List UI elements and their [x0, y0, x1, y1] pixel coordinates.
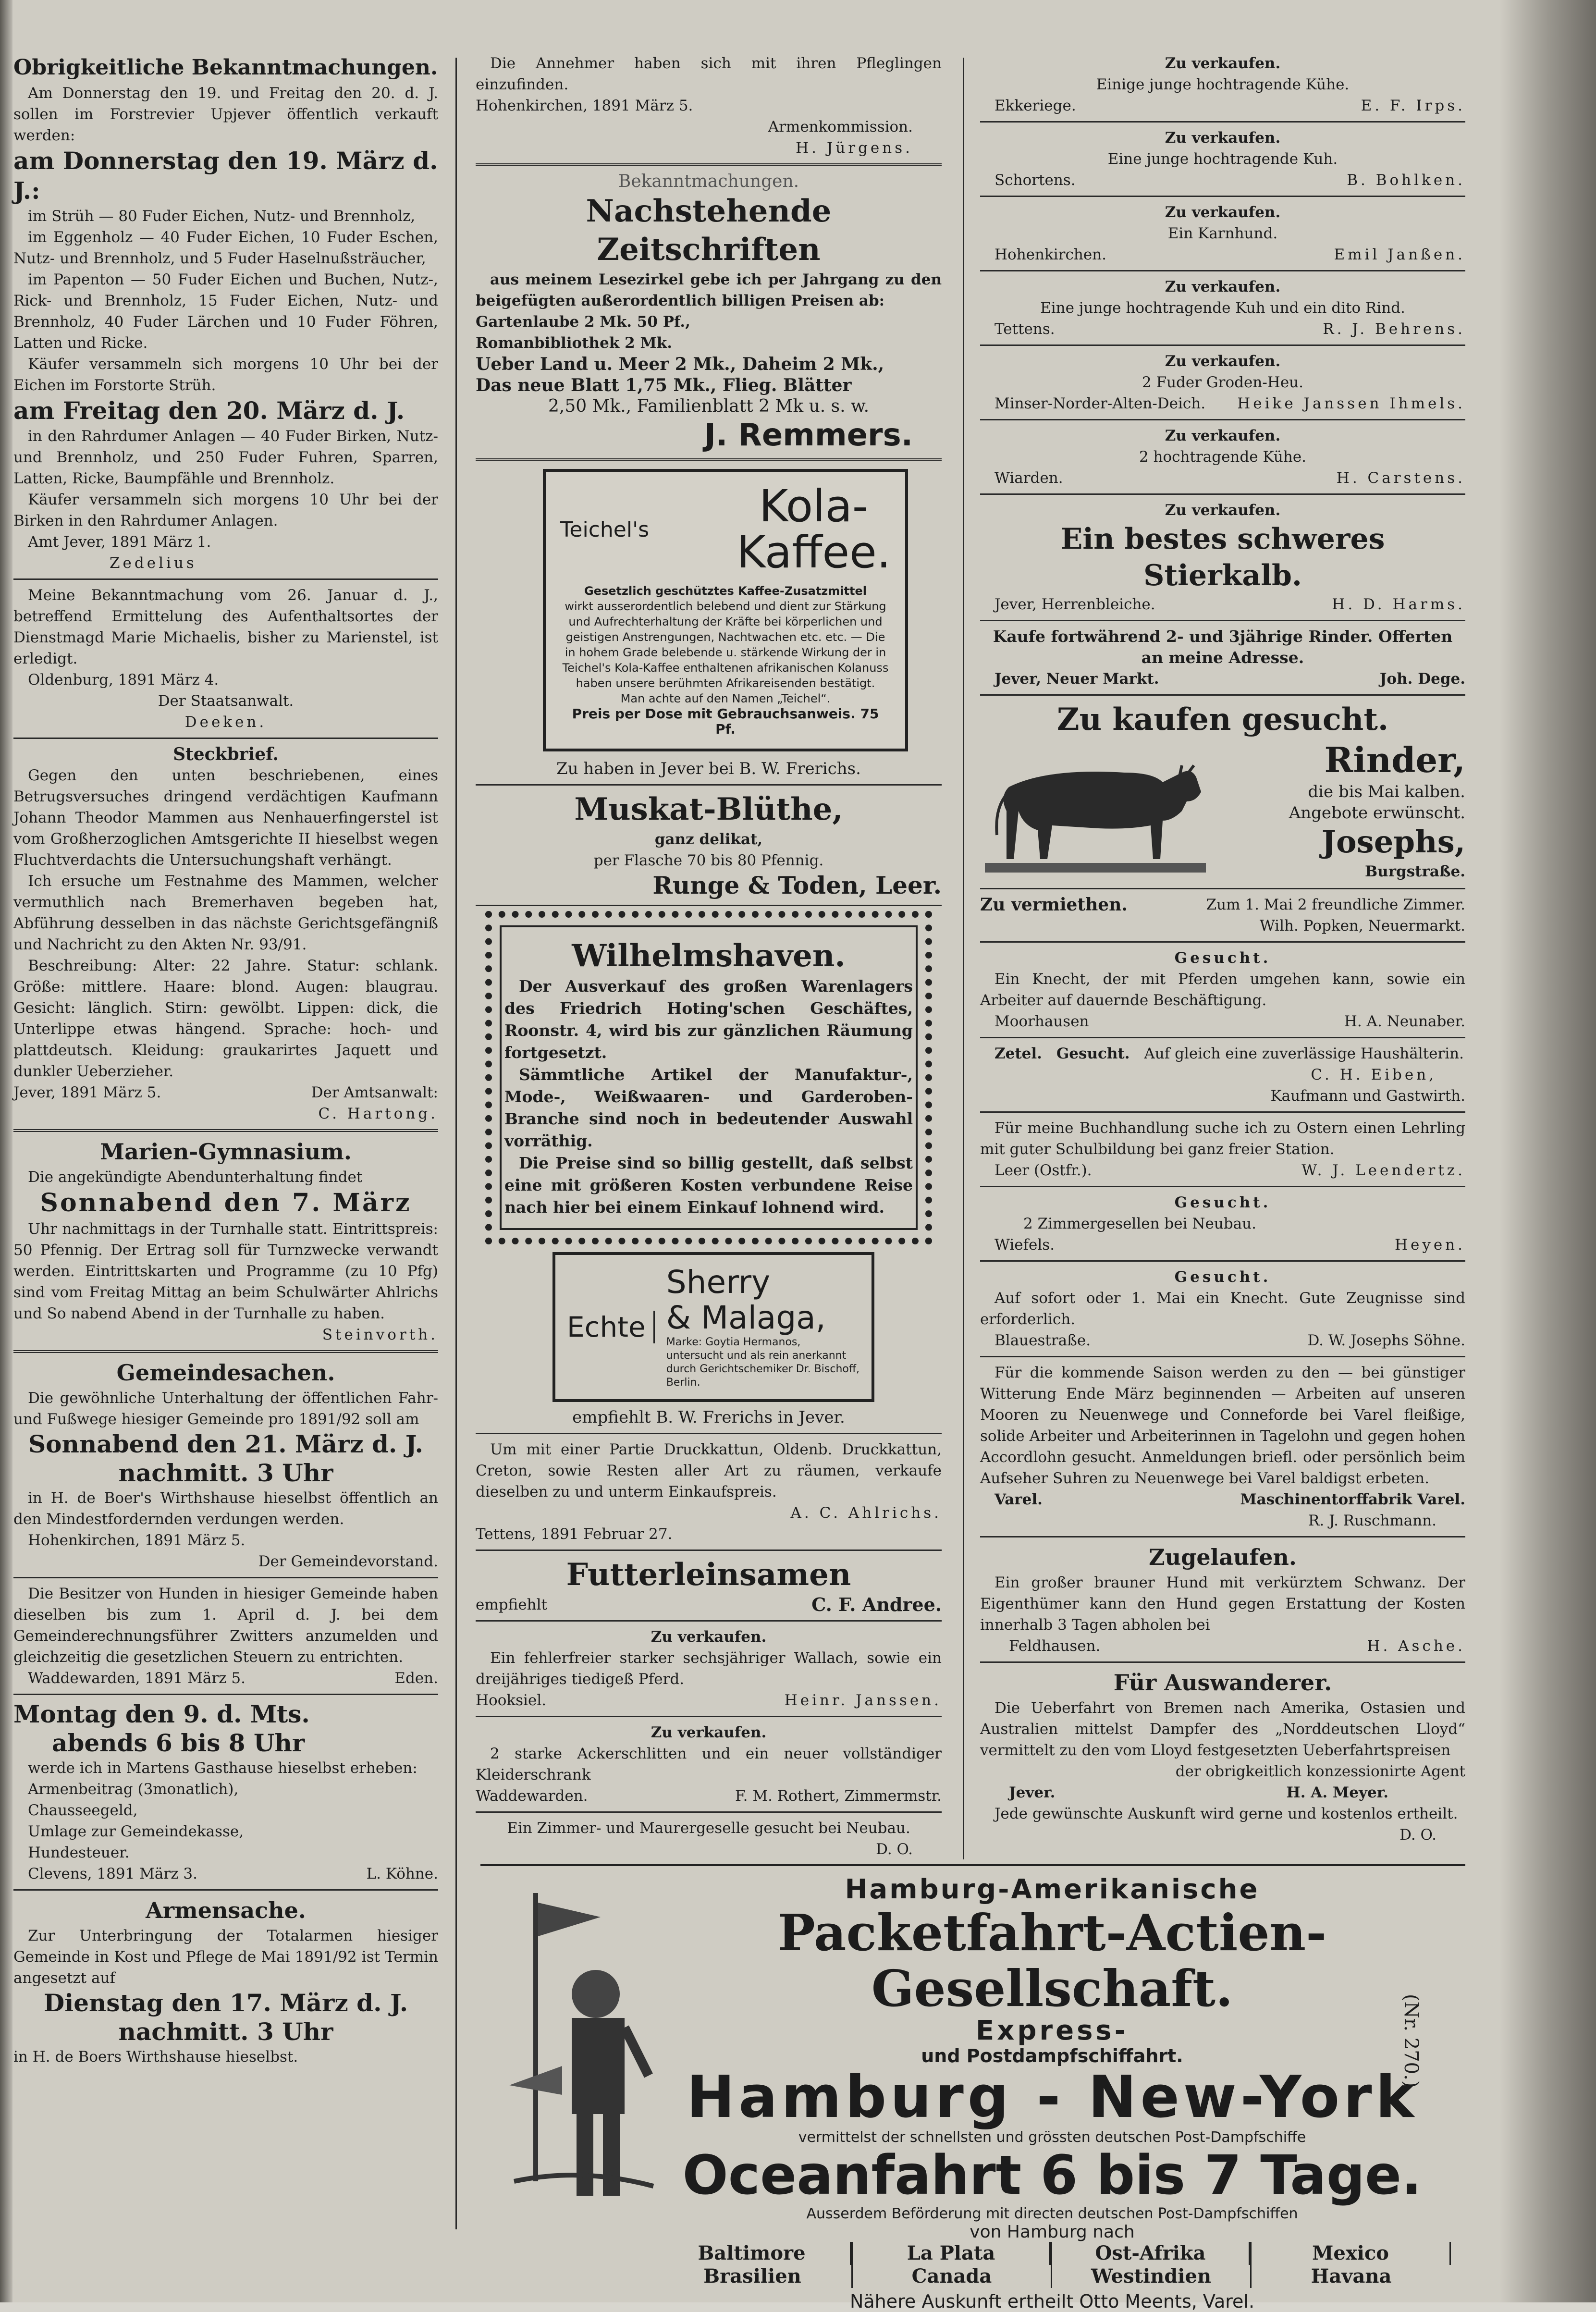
place-date: Waddewarden, 1891 März 5. [28, 1670, 246, 1687]
signature: L. Köhne. [366, 1865, 438, 1882]
date-heading: Sonnabend den 7. März [40, 1188, 412, 1217]
ad-text: 2 starke Ackerschlitten und ein neuer vollständiger Kleiderschrank [476, 1745, 942, 1783]
ad-sub: ganz delikat, [654, 831, 763, 848]
column-right [980, 53, 1465, 1845]
destination: Canada [911, 2265, 992, 2287]
signature: H. Jürgens. [796, 139, 913, 157]
time-heading: nachmitt. 3 Uhr [118, 1459, 333, 1487]
ad-title: Zu verkaufen. [1165, 129, 1281, 147]
ad-title: Zu verkaufen. [1165, 278, 1281, 295]
place-date: Oldenburg, 1891 März 4. [28, 671, 219, 689]
place: Waddewarden. [476, 1787, 588, 1805]
ad-pre: empfiehlt [476, 1596, 547, 1613]
place: Hohenkirchen. [994, 246, 1106, 263]
ad-title: Futterleinsamen [566, 1557, 851, 1593]
ad-text: Die Ueberfahrt von Bremen nach Amerika, Ostasien und Australien mittelst Dampfer des „Norddeutschen Lloyd“ vermittelt zu den vom Lloyd festgesetzten Ueberfahrtspreisen [980, 1699, 1465, 1759]
kola-note: Man achte auf den Namen „Teichel“. [620, 692, 831, 705]
ad-text: Einige junge hochtragende Kühe. [1096, 76, 1350, 93]
ad-title: Muskat-Blüthe, [574, 791, 843, 827]
sherry-title: Sherry [666, 1264, 771, 1301]
signature: R. J. Behrens. [1323, 320, 1465, 338]
section-title: Marien-Gymnasium. [100, 1139, 352, 1165]
ad-price: per Flasche 70 bis 80 Pfennig. [593, 852, 824, 869]
divider [980, 270, 1465, 271]
signature: C. Hartong. [318, 1105, 438, 1122]
place-date: Jever, 1891 März 5. [13, 1084, 161, 1101]
kola-brand: Teichel's [560, 517, 650, 542]
signature-row [980, 95, 1465, 116]
signature: Deeken. [184, 713, 267, 731]
ad-title: Zu verkaufen. [1165, 55, 1281, 72]
ad-title: Zu verkaufen. [1165, 204, 1281, 221]
signature: Joh. Dege. [1379, 670, 1465, 688]
signature-row [980, 1011, 1465, 1032]
column-rule [455, 58, 457, 2229]
destination-cell [853, 2242, 1052, 2288]
ad-text: Ein Karnhund. [1167, 225, 1278, 242]
hapag-line: Ausserdem Beförderung mit directen deutschen Post-Dampfschiffen [806, 2205, 1298, 2222]
signature: H. A. Neunaber. [1344, 1013, 1465, 1030]
divider [980, 888, 1465, 889]
place: Moorhausen [994, 1013, 1089, 1030]
place-date: Hohenkirchen, 1891 März 5. [476, 97, 693, 114]
time-heading: abends 6 bis 8 Uhr [52, 1729, 305, 1757]
signature-row [476, 1594, 942, 1615]
date-heading: am Freitag den 20. März d. J. [13, 396, 405, 425]
divider [476, 784, 942, 786]
divider [980, 196, 1465, 197]
sale-item [980, 276, 1465, 346]
ad-text: Eine junge hochtragende Kuh. [1107, 150, 1338, 168]
hapag-line: Oceanfahrt 6 bis 7 Tage. [682, 2144, 1422, 2207]
signature: Heyen. [1394, 1236, 1465, 1254]
destination-cell [1252, 2242, 1451, 2288]
notice-text: Die gewöhnliche Unterhaltung der öffentlichen Fahr- und Fußwege hiesiger Gemeinde pro 1891/92 soll am [13, 1390, 438, 1428]
divider [476, 905, 942, 906]
signature: Emil Janßen. [1334, 246, 1465, 263]
ad-text: Für die kommende Saison werden zu den — bei günstiger Witterung Ende März beginnenden — Arbeiten auf unseren Mooren zu Neuenwege und Conneforde bei Varel fleißige, solide Arbeiter und Arbeiterinnen in Tagelohn und gegen hohen Accordlohn gesucht. Anmeldungen briefl. oder persönlich beim Aufseher Suhren zu Neuenwege bei Varel baldigst erbeten. [980, 1364, 1465, 1487]
signature-row [980, 170, 1465, 191]
signature-row [980, 244, 1465, 265]
hapag-line: Express- [976, 2015, 1129, 2046]
ad-text: 2 Fuder Groden-Heu. [1142, 374, 1303, 391]
signature-row [980, 1489, 1465, 1510]
place: Jever, Herrenbleiche. [994, 596, 1155, 613]
list-item: im Eggenholz — 40 Fuder Eichen, 10 Fuder Eschen, Nutz- und Brennholz, und 5 Fuder Haselnußsträucher, [13, 229, 438, 267]
signature-row [13, 1863, 438, 1884]
hapag-line: Packetfahrt-Actien-Gesellschaft. [777, 1903, 1327, 2018]
notice-text: werde ich in Martens Gasthause hieselbst erheben: [28, 1759, 417, 1777]
place-date: Clevens, 1891 März 3. [28, 1865, 197, 1882]
hapag-line: Hamburg - New-York [686, 2064, 1418, 2131]
ad-big: Ein bestes schweres Stierkalb. [1060, 522, 1385, 592]
kola-text: wirkt ausserordentlich belebend und dient zur Stärkung und Aufrechterhaltung der Kräfte bei körperlichen und geistigen Anstrengungen, Nachtwachen etc. etc. — Die in hohem Grade belebende u. stärkende Wirkung der in Teichel's Kola-Kaffee enthaltenen afrikanischen Kolanuss haben unsere berühmten Afrikareisenden bestätigt. [562, 600, 889, 690]
notice-text: Käufer versammeln sich morgens 10 Uhr bei der Birken in den Rahrdumer Anlagen. [13, 491, 438, 529]
signature-row [980, 1160, 1465, 1181]
signature: Maschinentorffabrik Varel. [1240, 1491, 1465, 1508]
hapag-line: vermittelst der schnellsten und grössten deutschen Post-Dampfschiffe [798, 2129, 1306, 2146]
signature: F. M. Rothert, Zimmermstr. [735, 1787, 942, 1805]
issue-number: (Nr. 270.) [1400, 1994, 1422, 2088]
kola-ad [543, 469, 908, 751]
divider [980, 620, 1465, 621]
hapag-ad [480, 1864, 1465, 2312]
column-rule [963, 58, 964, 1859]
place: Minser-Norder-Alten-Deich. [994, 395, 1206, 412]
destination: Brasilien [703, 2265, 801, 2287]
time-heading: nachmitt. 3 Uhr [118, 2017, 333, 2046]
signature-row [980, 467, 1465, 489]
place-date: Hohenkirchen, 1891 März 5. [28, 1532, 246, 1549]
divider [13, 1577, 438, 1578]
divider [476, 1716, 942, 1717]
binding-shadow [1500, 0, 1596, 2302]
ad-text: Ein Knecht, der mit Pferden umgehen kann, sowie ein Arbeiter auf dauernde Beschäftigung. [980, 971, 1465, 1009]
ad-title: Wilhelmshaven. [572, 938, 846, 974]
destination: Havana [1311, 2265, 1392, 2287]
destination-cell [653, 2242, 853, 2288]
rinder-ad [980, 739, 1465, 883]
signature-row [980, 594, 1465, 615]
destination: Ost-Afrika [1052, 2242, 1250, 2265]
office: Der Staatsanwalt. [158, 692, 294, 710]
list-item: Umlage zur Gemeindekasse, [28, 1823, 244, 1840]
divider [980, 419, 1465, 420]
notice-text: Uhr nachmittags in der Turnhalle statt. Eintrittspreis: 50 Pfennig. Der Ertrag soll für Turnzwecke verwandt werden. Eintrittskarten und Programme (zu 10 Pfg) sind vom Freitag Mittag an beim Schulwärter Ahlrichs und So nabend Abend in der Turnhalle zu haben. [13, 1220, 438, 1322]
signature: H. Asche. [1367, 1637, 1465, 1655]
divider [980, 344, 1465, 346]
hapag-line: Hamburg-Amerikanische [845, 1874, 1260, 1905]
signature: D. O. [1400, 1826, 1436, 1844]
signature-row [980, 319, 1465, 340]
destination-cell [1052, 2242, 1252, 2288]
ad-title: Für Auswanderer. [1113, 1670, 1332, 1696]
notice-text: Zur Unterbringung der Totalarmen hiesiger Gemeinde in Kost und Pflege de Mai 1891/92 ist Termin angesetzt auf [13, 1927, 438, 1987]
signature-row [980, 393, 1465, 414]
divider [980, 1111, 1465, 1113]
ad-signature: Josephs, [1321, 824, 1465, 860]
divider [13, 1694, 438, 1695]
place: Wiarden. [994, 469, 1063, 487]
divider [476, 163, 942, 166]
date-heading: Dienstag den 17. März d. J. [43, 1989, 408, 2017]
divider [476, 1433, 942, 1434]
signature: B. Bohlken. [1347, 172, 1465, 189]
hapag-line: Nähere Auskunft ertheilt Otto Meents, Varel. [849, 2291, 1255, 2312]
signature: Heinr. Janssen. [784, 1692, 942, 1709]
ad-title: Gesucht. [1174, 1194, 1271, 1211]
date-heading: Sonnabend den 21. März d. J. [28, 1430, 423, 1458]
signature-row [13, 1082, 438, 1103]
section-title: Obrigkeitliche Bekanntmachungen. [13, 55, 438, 80]
divider [980, 1356, 1465, 1357]
signature: Steinvorth. [322, 1326, 438, 1343]
zetel-row [980, 1043, 1465, 1064]
ad-title: Zu verkaufen. [1165, 353, 1281, 370]
ad-title: Zu verkaufen. [1165, 502, 1281, 519]
signature-row [980, 1636, 1465, 1657]
ad-text: die bis Mai kalben. [1308, 782, 1465, 801]
ad-text: Zum 1. Mai 2 freundliche Zimmer. [1206, 896, 1465, 913]
ad-text: Auf gleich eine zuverlässige Haushälterin. [1144, 1045, 1464, 1062]
ad-line: Ueber Land u. Meer 2 Mk., Daheim 2 Mk., [476, 354, 884, 374]
ad-text: Angebote erwünscht. [1289, 803, 1465, 823]
ad-text: 2 Zimmergesellen bei Neubau. [1023, 1215, 1256, 1232]
destination: Westindien [1091, 2265, 1212, 2287]
place: Feldhausen. [1009, 1637, 1101, 1655]
hapag-line: von Hamburg nach [970, 2222, 1135, 2242]
divider [13, 1350, 438, 1353]
destination: Mexico [1252, 2242, 1451, 2265]
ad-title: Gesucht. [1056, 1045, 1130, 1062]
sherry-ad [552, 1252, 874, 1402]
divider [13, 1129, 438, 1132]
signature: Der Gemeindevorstand. [258, 1553, 438, 1570]
signature: C. H. Eiben, [1311, 1066, 1436, 1083]
list-item: Hundesteuer. [28, 1844, 130, 1861]
signature: D. W. Josephs Söhne. [1307, 1332, 1465, 1349]
kola-title: Kaffee. [737, 527, 891, 578]
signature: H. D. Harms. [1332, 596, 1465, 613]
ad-big: Rinder, [1324, 739, 1465, 780]
divider [980, 493, 1465, 495]
ad-text: Die Preise sind so billig gestellt, daß selbst eine mit größeren Kosten verbundene Reise nach hier bei einem Einkauf lohnend wird. [504, 1154, 913, 1217]
list-item: im Strüh — 80 Fuder Eichen, Nutz- und Brennholz, [28, 208, 416, 225]
date-heading: am Donnerstag den 19. März d. J.: [13, 147, 438, 205]
signature: W. J. Leendertz. [1301, 1162, 1465, 1179]
wilhelmshaven-ad [485, 911, 932, 1244]
ad-text: Ein fehlerfreier starker sechsjähriger Wallach, sowie ein dreijähriges tiedigeß Pferd. [476, 1649, 942, 1688]
sale-list [980, 53, 1465, 495]
hapag-text [653, 1864, 1451, 2312]
date-heading: Montag den 9. d. Mts. [13, 1700, 310, 1728]
ad-text: Kaufe fortwährend 2- und 3jährige Rinder. Offerten an meine Adresse. [993, 627, 1453, 667]
signature-row [476, 1690, 942, 1711]
notice-text: Meine Bekanntmachung vom 26. Januar d. J., betreffend Ermittelung des Aufenthaltsortes der Dienstmagd Marie Michaelis, bisher zu Marienstel, ist erledigt. [13, 587, 438, 667]
list-item: Chausseegeld, [28, 1802, 138, 1819]
divider [13, 578, 438, 580]
list-item: in den Rahrdumer Anlagen — 40 Fuder Birken, Nutz- und Brennholz, und 250 Fuder Fuhren, Sparren, Latten, Ricke, Baumpfähle und Brennholz. [13, 428, 438, 487]
destination-grid [653, 2242, 1451, 2288]
divider [980, 694, 1465, 696]
ad-text: Sämmtliche Artikel der Manufaktur-, Mode-, Weißwaaren- und Garderoben-Branche sind noch in bedeutender Auswahl vorräthig. [504, 1065, 913, 1150]
notice-text: Ich ersuche um Festnahme des Mammen, welcher vermuthlich nach Bremerhaven begeben hat, Abführung desselben in das nächste Gerichtsgefängniß und Nachricht zu den Akten Nr. 93/91. [13, 873, 438, 953]
signature: Wilh. Popken, Neuermarkt. [1259, 917, 1465, 935]
signature-row [980, 1782, 1465, 1803]
ad-title: Zu vermiethen. [980, 895, 1128, 915]
ad-title: Zu verkaufen. [1165, 427, 1281, 444]
place: Leer (Ostfr.). [994, 1162, 1092, 1179]
ad-text: Ein großer brauner Hund mit verkürztem Schwanz. Der Eigenthümer kann den Hund gegen Erstattung der Kosten innerhalb 3 Tagen abholen bei [980, 1574, 1465, 1634]
kola-price: Preis per Dose mit Gebrauchsanweis. 75 Pf. [572, 706, 879, 737]
sale-item [980, 202, 1465, 271]
vermieth-row [980, 894, 1465, 915]
divider [13, 738, 438, 739]
divider [980, 1661, 1465, 1663]
column-middle [476, 53, 942, 1860]
notice-text: Die Besitzer von Hunden in hiesiger Gemeinde haben dieselben bis zum 1. April d. J. bei dem Gemeinderechnungsführer Zwitters anzumelden und gleichzeitig die gesetzlichen Steuern zu entrichten. [13, 1585, 438, 1666]
signature: Zedelius [110, 554, 197, 572]
dealer: empfiehlt B. W. Frerichs in Jever. [572, 1408, 845, 1427]
cow-illustration [980, 739, 1211, 883]
divider [476, 1811, 942, 1813]
ad-text: der obrigkeitlich konzessionirte Agent [1175, 1763, 1465, 1780]
section-title: Steckbrief. [173, 744, 279, 764]
page-edge [0, 0, 12, 2302]
column-left [13, 53, 438, 2067]
notice-text: in H. de Boers Wirthshause hieselbst. [13, 2048, 298, 2066]
divider [476, 1550, 942, 1551]
divider [980, 1260, 1465, 1262]
ad-title: Zu verkaufen. [651, 1724, 767, 1741]
sherry-echte: Echte [567, 1311, 655, 1343]
ad-title: Gesucht. [1174, 1268, 1271, 1286]
divider [980, 1536, 1465, 1537]
signature: Eden. [394, 1670, 438, 1687]
ad-signature: J. Remmers. [704, 418, 913, 453]
sale-item [980, 351, 1465, 420]
signature: R. J. Ruschmann. [1308, 1512, 1436, 1529]
ad-text: aus meinem Lesezirkel gebe ich per Jahrgang zu den beigefügten außerordentlich billigen Preisen ab: [476, 271, 942, 309]
signature: Kaufmann und Gastwirth. [1270, 1087, 1465, 1105]
place: Tettens. [994, 320, 1055, 338]
list-item: Armenbeitrag (3monatlich), [28, 1781, 239, 1798]
signature: Heike Janssen Ihmels. [1237, 395, 1465, 412]
sherry-title: & Malaga, [666, 1299, 826, 1336]
notice-text: Beschreibung: Alter: 22 Jahre. Statur: schlank. Größe: mittlere. Haare: blond. Augen: blaugrau. Gesicht: länglich. Stirn: gewölbt. Lippen: dick, die Unterlippe etwas hängend. Sprache: hoch- und plattdeutsch. Kleidung: graukarirtes Jaquett und dunkler Ueberzieher. [13, 957, 438, 1080]
ad-title: Gesucht. [1174, 949, 1271, 967]
destination: La Plata [853, 2242, 1051, 2265]
ad-text: Der Ausverkauf des großen Warenlagers des Friedrich Hoting'schen Geschäftes, Roonstr. 4, wird bis zur gänzlichen Räumung fortgesetzt. [504, 977, 913, 1062]
sale-item [980, 53, 1465, 123]
ad-line: 2,50 Mk., Familienblatt 2 Mk u. s. w. [548, 396, 870, 416]
divider [13, 1889, 438, 1891]
destination: Baltimore [653, 2242, 851, 2265]
place: Wiefels. [994, 1236, 1055, 1254]
place-date: Tettens, 1891 Februar 27. [476, 1525, 673, 1543]
notice-text: Die Annehmer haben sich mit ihren Pfleglingen einzufinden. [476, 55, 942, 93]
ad-signature: Runge & Toden, Leer. [652, 871, 942, 899]
place: Blauestraße. [994, 1332, 1091, 1349]
signature: A. C. Ahlrichs. [790, 1504, 942, 1522]
signature-row [980, 668, 1465, 689]
ad-title: Zu verkaufen. [651, 1628, 767, 1646]
office: Armenkommission. [768, 118, 913, 135]
ad-text: Jede gewünschte Auskunft wird gerne und kostenlos ertheilt. [994, 1805, 1458, 1822]
divider [476, 458, 942, 461]
place: Jever. [1009, 1784, 1056, 1801]
ad-line: Romanbibliothek 2 Mk. [476, 334, 673, 352]
kola-sub: Gesetzlich geschütztes Kaffee-Zusatzmittel [584, 584, 867, 598]
signature: D. O. [876, 1841, 913, 1858]
divider [980, 1186, 1465, 1187]
divider [980, 941, 1465, 943]
place-date: Amt Jever, 1891 März 1. [28, 533, 211, 551]
list-item: im Papenton — 50 Fuder Eichen und Buchen, Nutz-, Rick- und Brennholz, 15 Fuder Eichen, Nutz- und Brennholz, 40 Fuder Lärchen und 10 Fuder Föhren, Latten und Ricke. [13, 271, 438, 352]
ad-title: Zugelaufen. [1149, 1544, 1297, 1570]
section-pre: Bekanntmachungen. [618, 172, 799, 191]
notice-text: Die angekündigte Abendunterhaltung findet [28, 1168, 363, 1186]
sailor-illustration [504, 1874, 658, 2201]
ad-text: Um mit einer Partie Druckkattun, Oldenb. Druckkattun, Creton, sowie Resten aller Art zu räumen, verkaufe dieselben zu und unterm Einkaufspreis. [476, 1441, 942, 1500]
place: Schortens. [994, 172, 1076, 189]
ad-text: Für meine Buchhandlung suche ich zu Ostern einen Lehrling mit guter Schulbildung bei ganz freier Station. [980, 1119, 1465, 1158]
signature: E. F. Irps. [1361, 97, 1465, 114]
place: Hooksiel. [476, 1692, 547, 1709]
divider [476, 1620, 942, 1622]
ad-text: Ein Zimmer- und Maurergeselle gesucht bei Neubau. [507, 1820, 910, 1837]
ad-title: Nachstehende Zeitschriften [586, 193, 832, 268]
notice-text: Käufer versammeln sich morgens 10 Uhr bei der Eichen im Forstorte Strüh. [13, 356, 438, 394]
notice-text: Gegen den unten beschriebenen, eines Betrugsversuches dringend verdächtigen Kaufmann Johann Theodor Mammen aus Nenhauerfingerstel ist vom Großherzoglichen Amtsgerichte II hieselbst wegen Fluchtverdachts die Untersuchungshaft verhängt. [13, 767, 438, 869]
notice-text: Am Donnerstag den 19. und Freitag den 20. d. J. sollen im Forstrevier Upjever öffentlich verkauft werden: [13, 85, 438, 144]
place: Jever, Neuer Markt. [994, 670, 1159, 688]
place: Ekkeriege. [994, 97, 1076, 114]
ad-line: Gartenlaube 2 Mk. 50 Pf., [476, 313, 690, 331]
hapag-line: und Postdampfschiffahrt. [921, 2045, 1183, 2066]
ad-text: Eine junge hochtragende Kuh und ein dito Rind. [1040, 299, 1405, 317]
signature-row [980, 1330, 1465, 1351]
sale-item [980, 127, 1465, 197]
kola-title: Kola- [759, 480, 869, 532]
signature: C. F. Andree. [811, 1594, 942, 1615]
divider [980, 121, 1465, 123]
ad-title: Zu kaufen gesucht. [1056, 701, 1389, 738]
divider [980, 1037, 1465, 1038]
ad-text: Auf sofort oder 1. Mai ein Knecht. Gute Zeugnisse sind erforderlich. [980, 1290, 1465, 1328]
place: Zetel. [994, 1045, 1042, 1062]
dealer: Zu haben in Jever bei B. W. Frerichs. [556, 759, 861, 778]
signature: H. A. Meyer. [1286, 1784, 1388, 1801]
section-title: Gemeindesachen. [116, 1360, 335, 1386]
sale-item [980, 425, 1465, 495]
place: Varel. [994, 1491, 1043, 1508]
sherry-text: Marke: Goytia Hermanos, untersucht und als rein anerkannt durch Gerichtschemiker Dr. Bischoff, Berlin. [666, 1336, 860, 1389]
section-title: Armensache. [146, 1897, 306, 1923]
signature: H. Carstens. [1336, 469, 1465, 487]
ad-line: Das neue Blatt 1,75 Mk., Flieg. Blätter [476, 375, 852, 395]
ad-text: 2 hochtragende Kühe. [1139, 448, 1307, 466]
notice-text: in H. de Boer's Wirthshause hieselbst öffentlich an den Mindestfordernden verdungen werden. [13, 1489, 438, 1528]
signature-row [980, 1234, 1465, 1255]
office: Der Amtsanwalt: [311, 1084, 438, 1101]
signature-row [13, 1668, 438, 1689]
signature-row [476, 1785, 942, 1807]
place: Burgstraße. [1364, 863, 1465, 880]
